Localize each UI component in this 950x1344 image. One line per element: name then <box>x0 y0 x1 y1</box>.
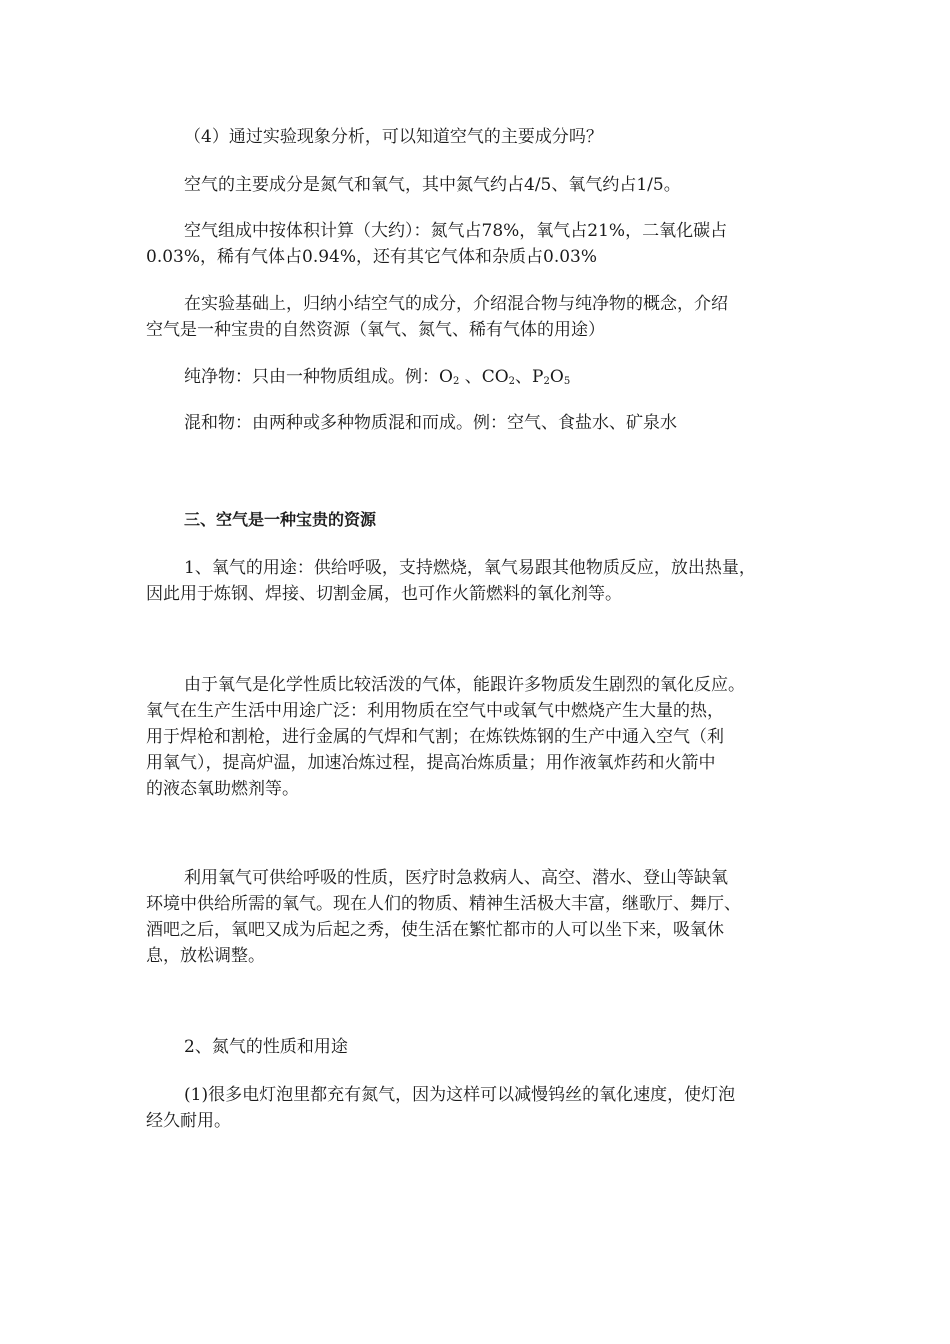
text-line: 混和物：由两种或多种物质混和而成。例：空气、食盐水、矿泉水 <box>184 413 677 433</box>
paragraph-volume-composition <box>146 218 816 270</box>
formula-text: 、P <box>515 367 544 387</box>
text-line: 经久耐用。 <box>146 1111 231 1131</box>
formula-text: O <box>549 367 564 387</box>
text-line: 在实验基础上，归纳小结空气的成分，介绍混合物与纯净物的概念，介绍 <box>184 294 728 314</box>
paragraph-oxygen-uses <box>146 555 816 607</box>
text-line: 0.03%，稀有气体占0.94%，还有其它气体和杂质占0.03% <box>146 247 598 267</box>
paragraph-mixture <box>146 410 816 436</box>
pure-substance-text: 纯净物：只由一种物质组成。例：O <box>184 367 453 387</box>
heading-text: 三、空气是一种宝贵的资源 <box>184 510 377 529</box>
paragraph-oxygen-reactivity <box>146 672 816 802</box>
subscript: 5 <box>563 376 571 387</box>
section-heading <box>146 507 816 533</box>
text-line: 空气是一种宝贵的自然资源（氧气、氮气、稀有气体的用途） <box>146 320 605 340</box>
paragraph-pure-substance <box>146 364 816 390</box>
subscript: 2 <box>452 376 460 387</box>
paragraph-experiment-question <box>146 124 816 150</box>
text-line: 由于氧气是化学性质比较活泼的气体，能跟许多物质发生剧烈的氧化反应。 <box>184 675 745 695</box>
text-line: 环境中供给所需的氧气。现在人们的物质、精神生活极大丰富，继歌厅、舞厅、 <box>146 894 741 914</box>
text-line: (1)很多电灯泡里都充有氮气，因为这样可以减慢钨丝的氧化速度，使灯泡 <box>184 1085 736 1105</box>
text-line: 的液态氧助燃剂等。 <box>146 779 299 799</box>
paragraph-nitrogen-title <box>146 1034 816 1060</box>
text-line: 1、氧气的用途：供给呼吸，支持燃烧，氧气易跟其他物质反应，放出热量， <box>184 558 756 578</box>
formula-text: 、CO <box>459 367 509 387</box>
paragraph-oxygen-breathing <box>146 865 816 969</box>
subscript: 2 <box>543 376 550 387</box>
text-line: 酒吧之后，氧吧又成为后起之秀，使生活在繁忙都市的人可以坐下来，吸氧休 <box>146 920 724 940</box>
text-line: 空气组成中按体积计算（大约）：氮气占78%，氧气占21%，二氧化碳占 <box>184 221 728 241</box>
paragraph-summary <box>146 291 816 343</box>
text-line: 息，放松调整。 <box>146 946 265 966</box>
paragraph-nitrogen-bulbs <box>146 1082 816 1134</box>
subscript: 2 <box>508 376 516 387</box>
text-line: 利用氧气可供给呼吸的性质，医疗时急救病人、高空、潜水、登山等缺氧 <box>184 868 728 888</box>
text-line: 2、氮气的性质和用途 <box>184 1037 348 1057</box>
text-line: 用于焊枪和割枪，进行金属的气焊和气割；在炼铁炼钢的生产中通入空气（利 <box>146 727 724 747</box>
text-line: 用氧气），提高炉温，加速冶炼过程，提高冶炼质量；用作液氧炸药和火箭中 <box>146 753 716 773</box>
text-line <box>146 364 816 390</box>
text-line: 因此用于炼钢、焊接、切割金属，也可作火箭燃料的氧化剂等。 <box>146 584 622 604</box>
paragraph-main-components <box>146 172 816 198</box>
text-line: （4）通过实验现象分析，可以知道空气的主要成分吗？ <box>184 127 603 147</box>
text-line: 空气的主要成分是氮气和氧气，其中氮气约占4/5、氧气约占1/5。 <box>184 175 681 195</box>
text-line: 氧气在生产生活中用途广泛：利用物质在空气中或氧气中燃烧产生大量的热， <box>146 701 724 721</box>
